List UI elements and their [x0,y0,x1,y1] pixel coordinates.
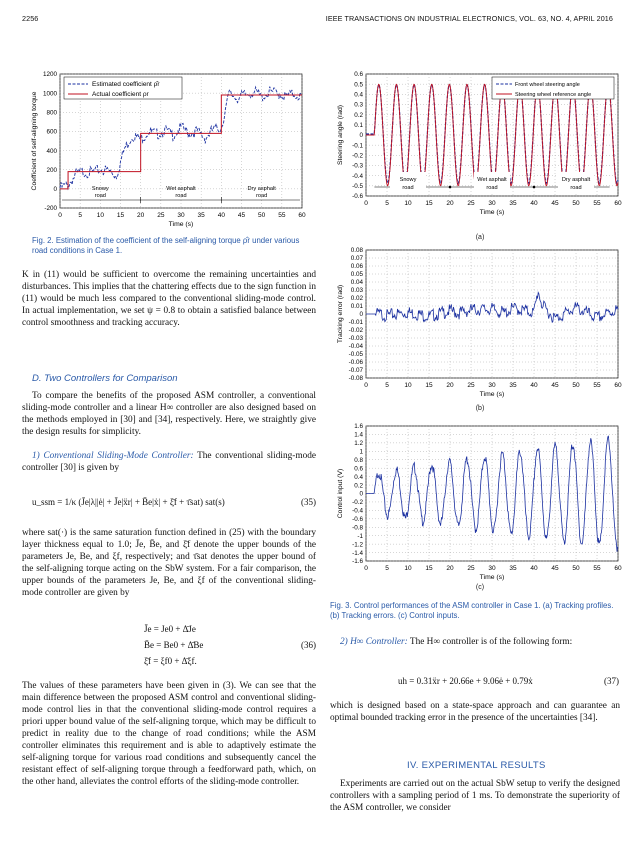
y-tick-label: -0.5 [352,183,363,191]
x-tick-label: 40 [530,200,538,207]
y-tick-label: -1.6 [352,558,363,566]
y-tick-label: -0.02 [348,327,363,335]
x-tick-label: 60 [614,200,622,207]
right-paragraph-6: Experiments are carried out on the actual SbW setup to verify the designed controllers with a sampling period of 1 ms. To demonstrate the superiority of the ASM controller, we consider [330,779,620,813]
y-tick-label: 0.2 [354,111,363,119]
y-tick-label: -0.1 [352,142,363,150]
y-tick-label: 0.06 [350,263,363,271]
y-tick-label: -0.4 [352,507,363,515]
y-tick-label: 400 [46,147,57,155]
y-tick-label: 0.2 [354,482,363,490]
x-tick-label: 20 [446,565,454,572]
equation-36-line2: B̄e = Be0 + Δ̄Be [144,640,204,650]
equation-35-number: (35) [301,497,316,507]
subsection-2-text: The H∞ controller is of the following form: [409,637,573,647]
x-tick-label: 35 [197,212,205,219]
y-tick-label: 0.6 [354,71,363,79]
x-tick-label: 0 [58,212,62,219]
x-tick-label: 45 [237,212,246,219]
road-segment-marker [533,186,536,189]
x-tick-label: 5 [385,382,389,389]
y-tick-label: 200 [46,166,57,174]
x-tick-label: 30 [488,200,496,207]
legend-label-actual: Actual coefficient ρr [92,91,149,98]
x-tick-label: 60 [298,212,306,219]
x-tick-label: 0 [364,565,368,572]
x-tick-label: 40 [530,382,538,389]
y-tick-label: 1000 [42,90,57,98]
y-tick-label: -0.07 [348,367,363,375]
road-annotation: Snowy [399,177,417,183]
y-tick-label: -1.2 [352,541,363,549]
legend-label-estimated: Estimated coefficient ρ̂r [92,81,160,88]
x-tick-label: 55 [593,200,601,207]
subsection-1 [22,450,316,474]
fig3a-label: (a) [475,234,485,241]
fig3c-chart [330,418,630,590]
x-tick-label: 45 [551,565,559,572]
x-tick-label: 15 [116,212,125,219]
x-tick-label: 60 [614,382,622,389]
y-tick-label: -0.04 [348,343,363,351]
legend-label-reference: Steering wheel reference angle [515,92,592,98]
road-annotation: Wet asphalt [477,177,507,183]
fig2-chart [22,62,312,237]
x-tick-label: 0 [364,382,368,389]
fig3c-label: (c) [475,584,485,591]
y-tick-label: 0.4 [354,91,363,99]
y-tick-label: -0.4 [352,172,363,180]
x-tick-label: 15 [425,382,433,389]
equation-37-number: (37) [604,676,619,686]
equation-37: uh = 0.31ẍr + 20.66e + 9.06ė + 0.79ẋ [398,676,533,686]
x-tick-label: 10 [404,382,412,389]
y-tick-label: 0 [359,311,363,319]
x-tick-label: 35 [509,565,517,572]
y-tick-label: 0 [53,186,57,194]
y-tick-label: -1.4 [352,549,363,557]
x-tick-label: 40 [530,565,538,572]
y-axis-label: Steering angle (rad) [337,104,344,166]
section-d-heading: D. Two Controllers for Comparison [32,373,178,384]
road-annotation: road [570,185,582,191]
x-tick-label: 30 [488,382,496,389]
fig3-caption: Fig. 3. Control performances of the ASM controller in Case 1. (a) Tracking profiles. (b) Tracking errors. (c) Control inputs. [330,601,614,620]
y-axis-label: Control input (V) [337,468,344,519]
subsection-2-title: 2) H∞ Controller: [340,637,408,647]
x-tick-label: 25 [467,382,475,389]
y-tick-label: 0.04 [350,279,363,287]
y-tick-label: 0.1 [354,122,363,130]
y-tick-label: 600 [46,128,57,136]
y-tick-label: 0.03 [350,287,363,295]
road-annotation: road [256,193,268,199]
x-tick-label: 20 [446,382,454,389]
left-paragraph-2: To compare the benefits of the proposed ASM controller, a conventional sliding-mode controller and a linear H∞ controller are also designed based on the methods employed in [30] and [34], respectively. Here, we straightly give the design results for simplicity. [22,391,316,437]
fig3a-chart [330,62,630,222]
y-tick-label: 1200 [42,71,57,79]
y-axis-label: Tracking error (rad) [337,284,344,344]
x-tick-label: 10 [404,200,412,207]
equation-35: u_ssm = 1/κ (J̄e|λ||ė| + J̄e|ẍr| + B̄e|ẋ| + ξ̄f + τ̄sat) sat(s) [32,497,225,507]
x-tick-label: 50 [572,200,580,207]
road-annotation: road [175,193,187,199]
y-tick-label: -1 [357,532,363,540]
equation-36-line1: J̄e = Je0 + Δ̄Je [144,624,196,634]
x-tick-label: 50 [572,565,580,572]
section-iv-heading: IV. EXPERIMENTAL RESULTS [407,760,546,771]
x-tick-label: 30 [488,565,496,572]
y-tick-label: -0.03 [348,335,363,343]
road-annotation: Dry asphalt [247,186,276,192]
y-tick-label: 0.3 [354,101,363,109]
y-tick-label: 0.4 [354,473,363,481]
x-tick-label: 20 [446,200,454,207]
x-tick-label: 10 [404,565,412,572]
x-tick-label: 10 [96,212,104,219]
y-tick-label: 0.8 [354,456,363,464]
y-tick-label: 0.02 [350,295,363,303]
road-segment-marker [449,186,452,189]
y-tick-label: 0.5 [354,81,363,89]
x-tick-label: 25 [467,200,475,207]
page-number: 2256 [22,14,39,23]
fig3b-chart [330,245,630,403]
left-paragraph-4: The values of these parameters have been given in (3). We can see that the main difference between the proposed ASM control and conventional sliding-mode control lies in that the conventional sliding-mode control requires a priori upper bound value of the self-aligning torque, which may be difficult to predict in reality due to the change of road conditions; while the ASM controller eliminates this requirement and is able to adaptively estimate the self-aligning torque for various road conditions and subsequently cancel the resistant effect of self-aligning torque through a feedforward path, which, on the other hand, alleviates the control efforts of the sliding-mode controller. [22,681,316,787]
road-annotation: Wet asphalt [166,186,196,192]
x-tick-label: 5 [385,200,389,207]
fig3b-label: (b) [475,405,485,412]
x-tick-label: 5 [78,212,82,219]
x-axis-label: Time (s) [479,574,505,581]
x-tick-label: 55 [278,212,286,219]
y-tick-label: 800 [46,109,57,117]
y-tick-label: 1 [359,448,363,456]
right-paragraph-5: which is designed based on a state-space approach and can guarantee an optimal bounded tracking error in the presence of the uncertainties [34]. [330,701,620,723]
x-tick-label: 55 [593,382,601,389]
y-tick-label: 0 [359,132,363,140]
y-tick-label: -0.8 [352,524,363,532]
subsection-1-title: 1) Conventional Sliding-Mode Controller: [32,451,194,461]
subsection-1-text: The conventional sliding-mode controller [30] is given by [22,451,317,473]
x-tick-label: 15 [425,565,433,572]
y-tick-label: -0.2 [352,152,363,160]
y-tick-label: -0.06 [348,359,363,367]
y-tick-label: -0.3 [352,162,363,170]
y-tick-label: 0.07 [350,255,363,263]
y-tick-label: 0.05 [350,271,363,279]
x-tick-label: 45 [551,382,559,389]
road-annotation: road [402,185,414,191]
y-tick-label: 0 [359,490,363,498]
x-axis-label: Time (s) [168,221,194,228]
x-tick-label: 35 [509,200,517,207]
y-axis-label: Coefficient of self-aligning torque [31,91,38,191]
x-tick-label: 0 [364,200,368,207]
y-tick-label: -0.6 [352,516,363,524]
x-tick-label: 15 [425,200,433,207]
y-tick-label: 1.6 [354,423,363,431]
left-paragraph-1: K in (11) would be sufficient to overcome the remaining uncertainties and disturbances. This implies that the chattering effects due to the sign function in (11) would be much less compared to the conventional sliding-mode control. In actual implementation, we set ψ = 0.8 to obtain a satisfied balance between control smoothness and tracking accuracy. [22,270,316,328]
legend-label-front-wheel: Front wheel steering angle [515,82,580,88]
y-tick-label: -0.01 [348,319,363,327]
x-tick-label: 40 [217,212,225,219]
y-tick-label: -0.08 [348,375,363,383]
x-tick-label: 60 [614,565,622,572]
x-axis-label: Time (s) [479,391,505,398]
x-tick-label: 55 [593,565,601,572]
x-tick-label: 50 [572,382,580,389]
left-paragraph-3: where sat(·) is the same saturation function defined in (25) with the boundary layer thickness equal to 1.0; J̄e, B̄e, and ξ̄f denote the upper bounds of the parameters Je, Be, and ξf, respectively; and τ̄sat denotes the upper bound of the self-aligning torque acting on the SbW system. For a fair comparison, the upper bounds of the parameters Je, Be, and ξf of the conventional sliding-mode controller are given by [22,528,316,598]
x-tick-label: 25 [467,565,475,572]
subsection-2 [330,636,620,648]
road-annotation: road [486,185,498,191]
x-tick-label: 45 [551,200,559,207]
x-tick-label: 35 [509,382,517,389]
y-tick-label: -0.6 [352,193,363,201]
x-tick-label: 50 [258,212,266,219]
x-axis-label: Time (s) [479,209,505,216]
y-tick-label: 0.01 [350,303,363,311]
x-tick-label: 5 [385,565,389,572]
y-tick-label: -0.2 [352,499,363,507]
x-tick-label: 30 [177,212,185,219]
x-tick-label: 25 [157,212,165,219]
fig2-caption: Fig. 2. Estimation of the coefficient of the self-aligning torque ρ̂r under various road conditions in Case 1. [32,236,300,255]
y-tick-label: -200 [44,205,57,213]
x-tick-label: 20 [137,212,145,219]
y-tick-label: -0.05 [348,351,363,359]
equation-36-line3: ξ̄f = ξf0 + Δ̄ξf. [144,656,197,666]
y-tick-label: 0.6 [354,465,363,473]
road-annotation: road [94,193,106,199]
y-tick-label: 1.2 [354,440,363,448]
road-annotation: Snowy [91,186,109,192]
y-tick-label: 1.4 [354,431,363,439]
y-tick-label: 0.08 [350,247,363,255]
equation-36-number: (36) [301,640,316,650]
journal-header: IEEE TRANSACTIONS ON INDUSTRIAL ELECTRONICS, VOL. 63, NO. 4, APRIL 2016 [325,14,613,23]
road-annotation: Dry asphalt [561,177,591,183]
